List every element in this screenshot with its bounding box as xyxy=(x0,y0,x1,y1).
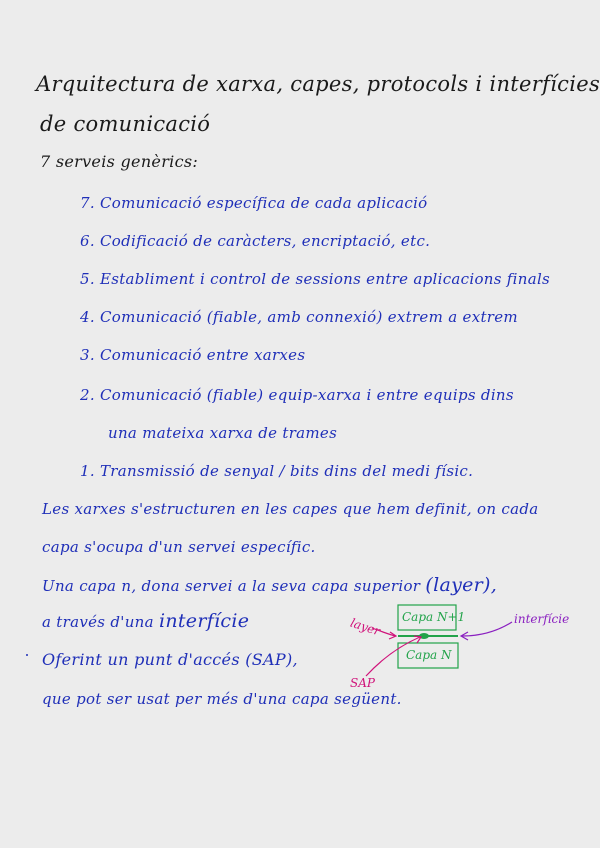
interface-line-3: Oferint un punt d'accés (SAP), xyxy=(42,650,298,669)
label-capa-n-plus-1: Capa N+1 xyxy=(402,610,466,624)
interface-arrow xyxy=(462,622,512,636)
interface-emphasis: interfície xyxy=(158,610,250,632)
service-item-2-continued: una mateixa xarxa de trames xyxy=(108,424,338,442)
label-layer: layer xyxy=(348,615,383,639)
service-item-3: 3. Comunicació entre xarxes xyxy=(80,346,306,364)
service-item-2: 2. Comunicació (fiable) equip-xarxa i entre equips dins xyxy=(80,386,514,404)
interface-line-4: que pot ser usat per més d'una capa següent. xyxy=(42,690,402,708)
label-capa-n: Capa N xyxy=(406,648,452,662)
service-item-6: 6. Codificació de caràcters, encriptació, etc. xyxy=(80,232,431,250)
layer-arrowhead xyxy=(389,632,396,639)
services-intro: 7 serveis genèrics: xyxy=(40,152,199,171)
paragraph-line-1: Les xarxes s'estructuren en les capes que hem definit, on cada xyxy=(42,500,539,518)
paragraph-line-2: capa s'ocupa d'un servei específic. xyxy=(42,538,316,556)
interface-arrowhead xyxy=(461,632,468,640)
interface-line-2-text: a través d'una xyxy=(42,613,154,631)
sap-arrowhead xyxy=(414,636,421,643)
service-item-7: 7. Comunicació específica de cada aplicació xyxy=(80,194,428,212)
label-sap: SAP xyxy=(350,676,375,690)
title-line-1: Arquitectura de xarxa, capes, protocols i interfícies xyxy=(36,72,600,96)
service-item-1: 1. Transmissió de senyal / bits dins del medi físic. xyxy=(80,462,474,480)
interface-line-1 xyxy=(42,574,497,596)
layer-emphasis: (layer), xyxy=(425,574,498,596)
interface-line-2 xyxy=(42,610,249,632)
service-item-4: 4. Comunicació (fiable, amb connexió) extrem a extrem xyxy=(80,308,518,326)
title-line-2: de comunicació xyxy=(40,112,211,136)
dot-mark xyxy=(26,654,28,656)
interface-line-1-text: Una capa n, dona servei a la seva capa superior xyxy=(42,577,421,595)
service-item-5: 5. Establiment i control de sessions entre aplicacions finals xyxy=(80,270,551,288)
sap-point xyxy=(419,633,429,639)
label-interface: interfície xyxy=(514,612,570,626)
